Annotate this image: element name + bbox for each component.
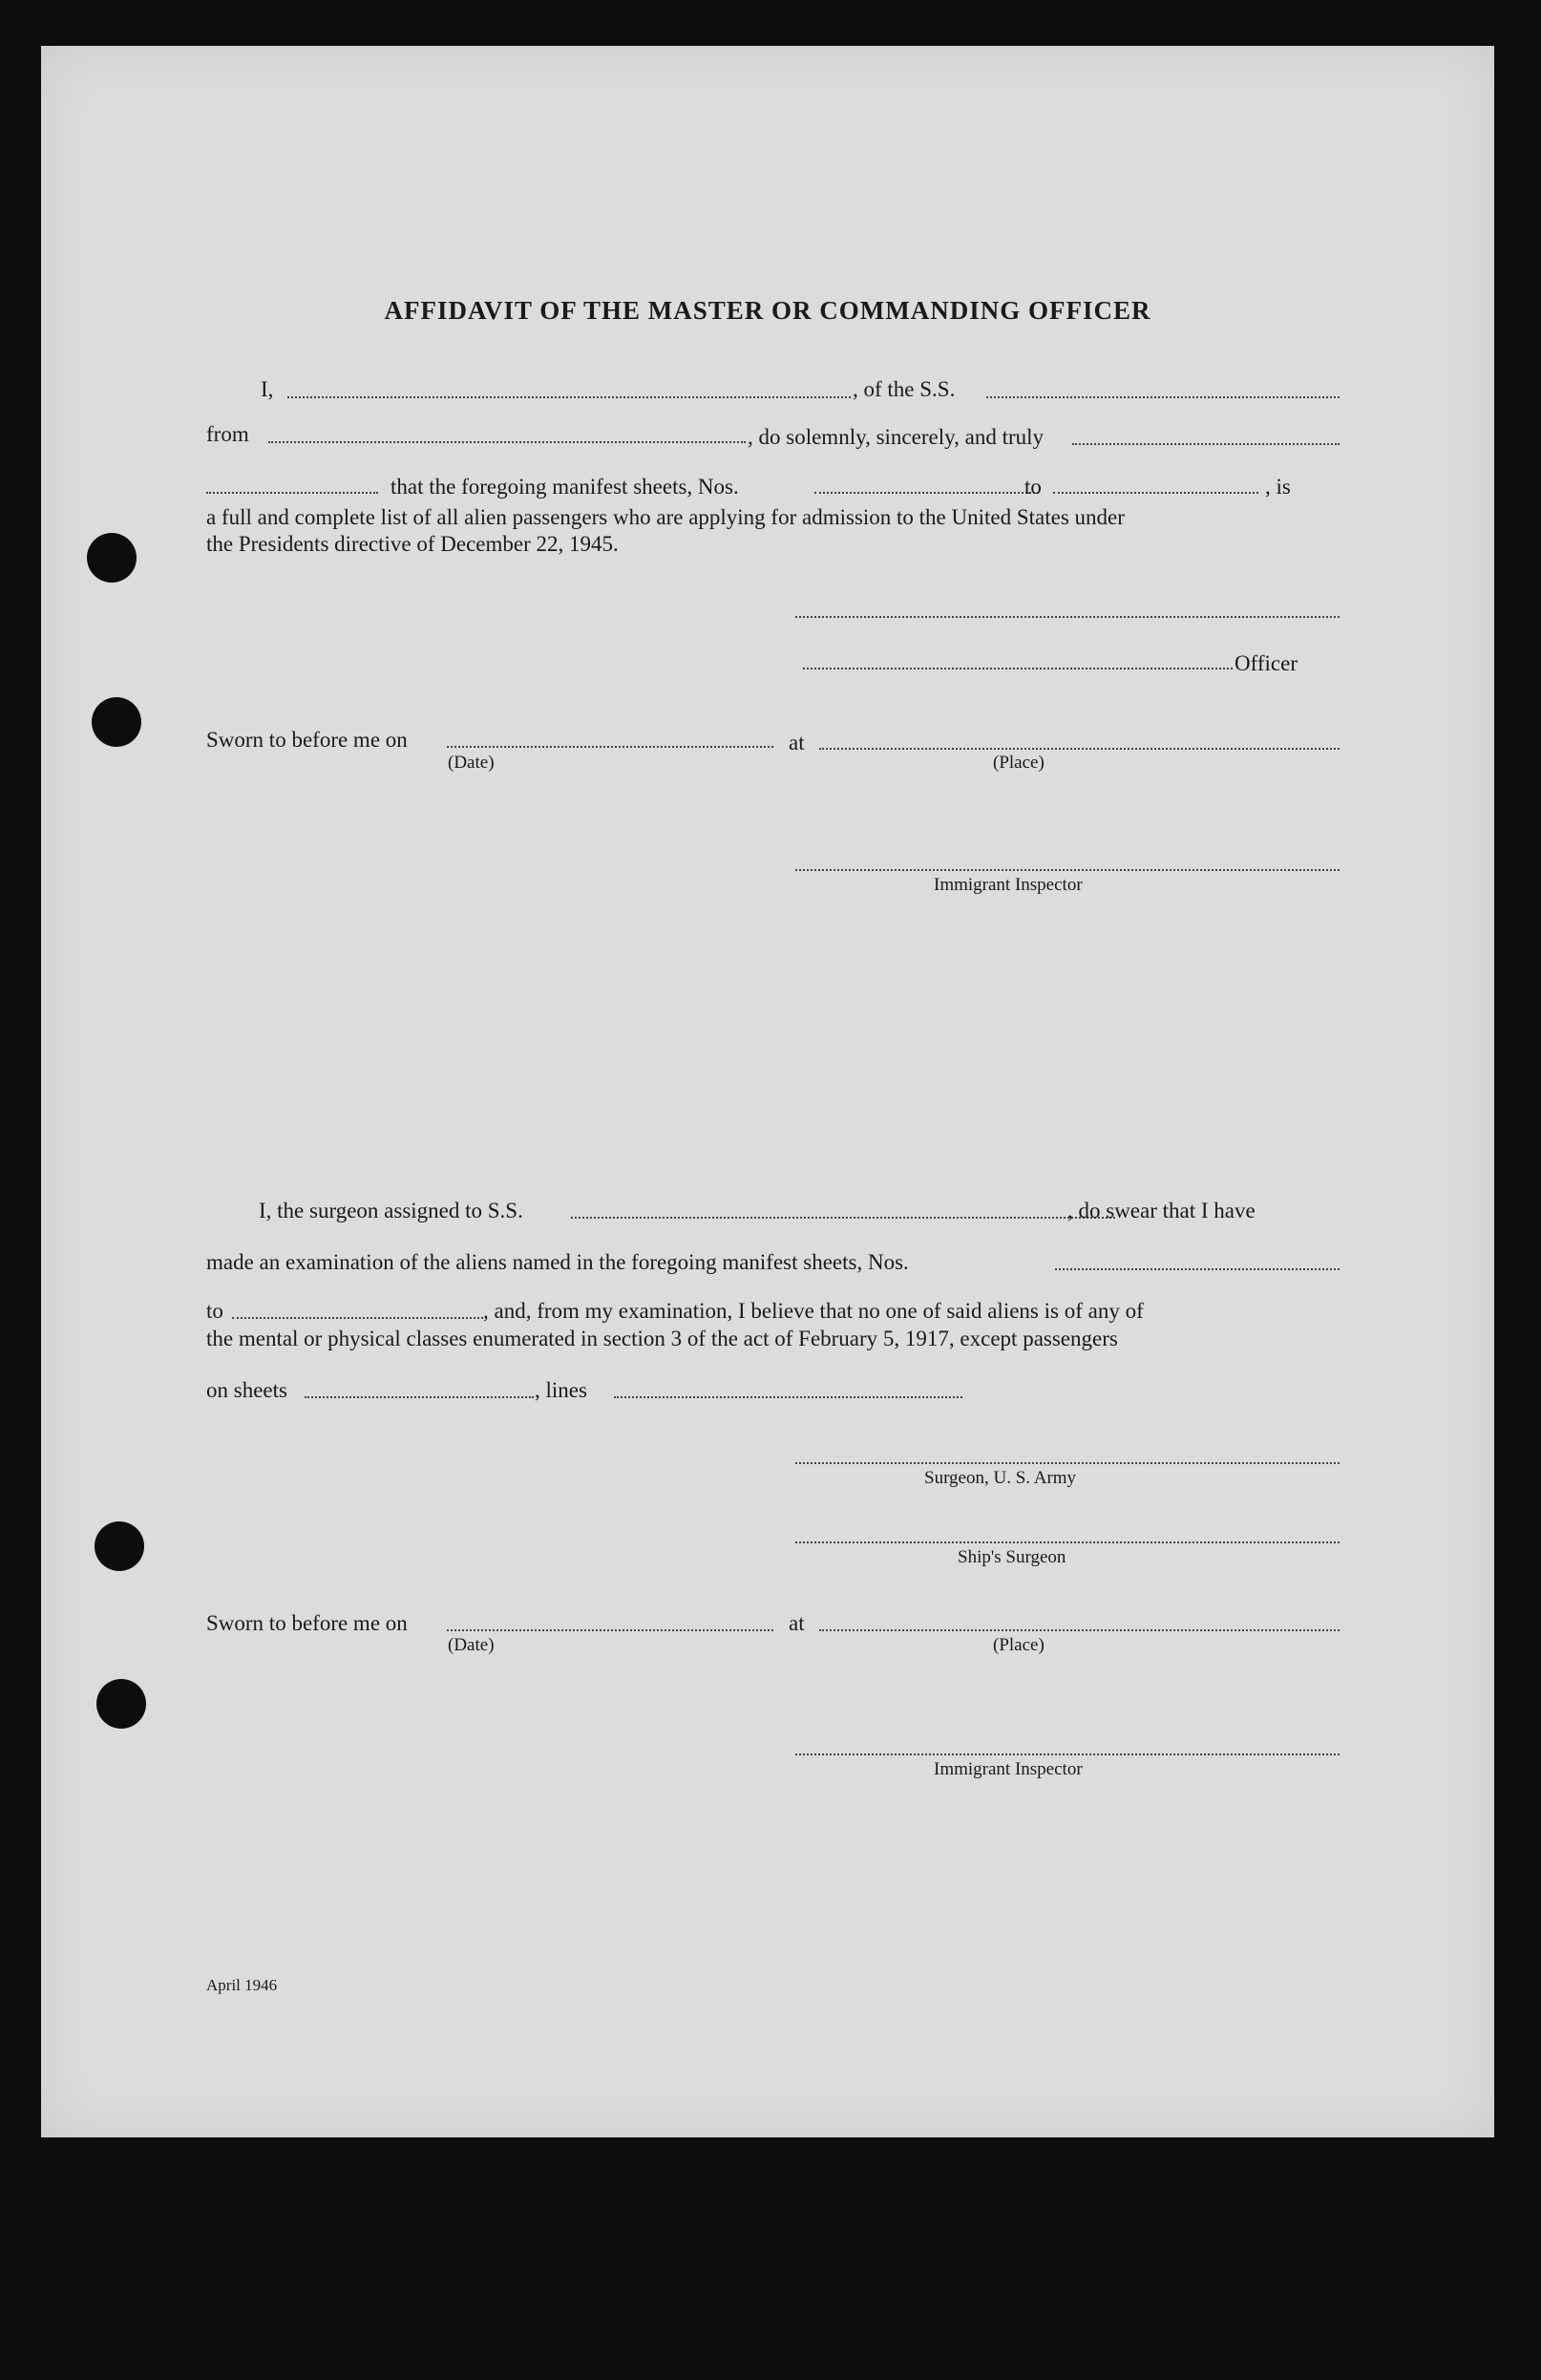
surgeon-place-caption: (Place) [993,1635,1045,1655]
lines-label: , lines [535,1378,587,1402]
of-the-ss-label: , of the S.S. [853,377,956,401]
is-label: , is [1265,475,1291,499]
lines-field[interactable] [614,1396,962,1398]
army-surgeon-signature-line[interactable] [795,1462,1340,1464]
ship-name-field[interactable] [986,396,1340,398]
date-caption: (Date) [448,753,495,773]
sworn-label: Sworn to before me on [206,728,408,752]
affidavit-line-2: a full and complete list of all alien passengers who are applying for admission to the United States under [206,505,1125,529]
surgeon-sworn-place-field[interactable] [819,1629,1340,1631]
surgeon-inspector-signature-line[interactable] [795,1753,1340,1755]
punch-hole [95,1521,144,1571]
affidavit-line-3: the Presidents directive of December 22, 1945. [206,532,619,556]
foregoing-label: that the foregoing manifest sheets, Nos. [391,475,739,499]
to-label: to [1024,475,1042,499]
army-surgeon-label: Surgeon, U. S. Army [924,1468,1077,1488]
form-date: April 1946 [206,1976,278,1994]
surgeon-sworn-date-field[interactable] [447,1629,773,1631]
sheet-start-field[interactable] [814,492,1039,494]
oath-field[interactable] [1072,443,1340,445]
inspector-signature-line[interactable] [795,869,1340,871]
officer-label: Officer [1235,651,1298,675]
punch-hole [92,697,141,747]
surgeon-line-2: made an examination of the aliens named in the foregoing manifest sheets, Nos. [206,1250,909,1274]
form-title: AFFIDAVIT OF THE MASTER OR COMMANDING OFFICER [384,296,1151,325]
from-label: from [206,422,249,446]
i-label: I, [261,377,274,401]
on-sheets-field[interactable] [305,1396,534,1398]
surgeon-to-label: to [206,1299,223,1323]
surgeon-sheet-end-field[interactable] [232,1317,483,1319]
sworn-place-field[interactable] [819,748,1340,750]
ship-surgeon-label: Ship's Surgeon [958,1547,1066,1567]
ship-surgeon-signature-line[interactable] [795,1541,1340,1543]
oath-word-field[interactable] [206,492,378,494]
from-port-field[interactable] [268,441,746,443]
punch-hole [96,1679,146,1729]
surgeon-line-1: I, the surgeon assigned to S.S. [259,1199,523,1222]
swear-label: , do swear that I have [1067,1199,1256,1222]
inspector-label: Immigrant Inspector [934,875,1083,895]
surgeon-inspector-label: Immigrant Inspector [934,1759,1083,1779]
form-page [41,46,1494,2137]
officer-signature-line[interactable] [803,668,1233,669]
surgeon-sheet-start-field[interactable] [1055,1268,1340,1270]
signature-line-1[interactable] [795,616,1340,618]
surgeon-line-3: , and, from my examination, I believe that no one of said aliens is of any of [483,1299,1144,1323]
sheet-end-field[interactable] [1053,492,1258,494]
master-name-field[interactable] [287,396,851,398]
surgeon-line-4: the mental or physical classes enumerated in section 3 of the act of February 5, 1917, except passengers [206,1327,1118,1350]
sworn-date-field[interactable] [447,746,773,748]
surgeon-at-label: at [789,1611,805,1635]
place-caption: (Place) [993,753,1045,773]
at-label: at [789,731,805,754]
solemnly-label: , do solemnly, sincerely, and truly [748,425,1045,449]
surgeon-ship-field[interactable] [571,1217,1115,1219]
on-sheets-label: on sheets [206,1378,287,1402]
surgeon-sworn-label: Sworn to before me on [206,1611,408,1635]
punch-hole [87,533,137,583]
surgeon-date-caption: (Date) [448,1635,495,1655]
